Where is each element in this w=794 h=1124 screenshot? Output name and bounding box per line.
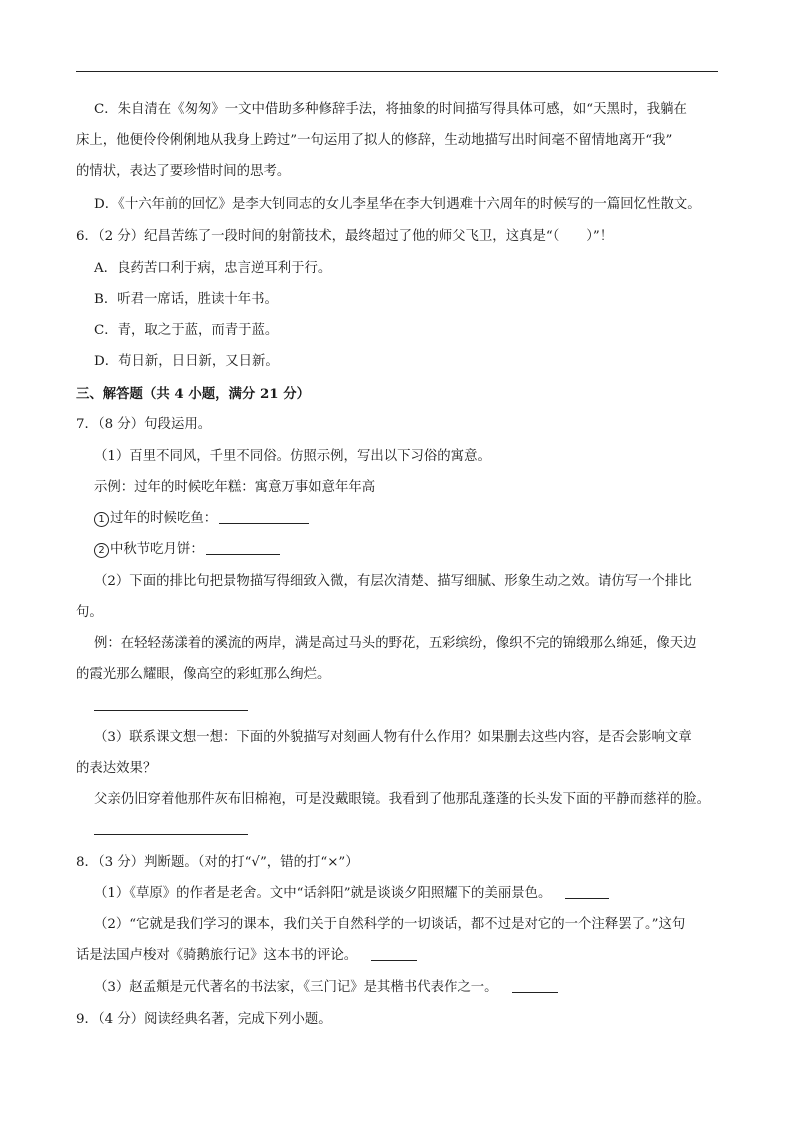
q7-part-3-line-2: 的表达效果？ xyxy=(76,761,157,776)
q7-item-1 xyxy=(94,510,309,528)
q8-statement-2-line-1: （2）“它就是我们学习的课本，我们关于自然科学的一切谈话，都不过是对它的一个注释罢了。”这句 xyxy=(94,917,686,932)
q6-option-a: A．良药苦口利于病，忠言逆耳利于行。 xyxy=(94,261,332,276)
question-6: 6．（2 分）纪昌苦练了一段时间的射箭技术，最终超过了他的师父飞卫，这真是“（ ）”！ xyxy=(76,229,614,244)
answer-blank[interactable] xyxy=(371,947,417,961)
question-7: 7．（8 分）句段运用。 xyxy=(76,417,212,432)
q8-statement-2-text: 话是法国卢梭对《骑鹅旅行记》这本书的评论。 xyxy=(76,948,358,963)
q8-statement-1-text: （1）《草原》的作者是老舍。文中“话斜阳”就是谈谈夕阳照耀下的美丽景色。 xyxy=(94,886,552,901)
q7-part-2-example-1: 例：在轻轻荡漾着的溪流的两岸，满是高过马头的野花，五彩缤纷，像织不完的锦缎那么绵延，像天边 xyxy=(94,636,697,651)
q8-statement-2-line-2 xyxy=(76,947,417,965)
question-8: 8．（3 分）判断题。（对的打“√”，错的打“×”） xyxy=(76,855,359,870)
answer-blank[interactable] xyxy=(219,510,309,524)
circled-number-1: 1 xyxy=(94,512,109,527)
q7-part-1: （1）百里不同风，千里不同俗。仿照示例，写出以下习俗的寓意。 xyxy=(94,449,491,464)
circled-number-2: 2 xyxy=(94,543,109,558)
option-c-line-2: 床上，他便伶伶俐俐地从我身上跨过”一句运用了拟人的修辞，生动地描写出时间毫不留情地离开“我” xyxy=(76,133,673,148)
section-heading: 三、解答题（共 4 小题，满分 21 分） xyxy=(76,386,311,402)
q7-item-2-label: 中秋节吃月饼： xyxy=(110,542,204,557)
option-d-line: D．《十六年前的回忆》是李大钊同志的女儿李星华在李大钊遇难十六周年的时候写的一篇回忆性散文。 xyxy=(94,197,701,212)
q7-example: 示例：过年的时候吃年糕：寓意万事如意年年高 xyxy=(94,480,376,495)
q7-part-2-example-2: 的霞光那么耀眼，像高空的彩虹那么绚烂。 xyxy=(76,667,331,682)
q8-statement-3-text: （3）赵孟頫是元代著名的书法家，《三门记》是其楷书代表作之一。 xyxy=(94,980,498,995)
answer-line[interactable] xyxy=(94,710,248,711)
q7-part-3-line-1: （3）联系课文想一想：下面的外貌描写对刻画人物有什么作用？如果删去这些内容，是否会影响文章 xyxy=(94,730,692,745)
option-c-line-1: C．朱自清在《匆匆》一文中借助多种修辞手法，将抽象的时间描写得具体可感，如“天黑时，我躺在 xyxy=(94,102,687,117)
answer-blank[interactable] xyxy=(206,541,280,555)
q7-item-1-label: 过年的时候吃鱼： xyxy=(110,511,218,526)
header-rule xyxy=(76,71,718,72)
q7-item-2 xyxy=(94,541,280,559)
q8-statement-1 xyxy=(94,885,609,903)
answer-blank[interactable] xyxy=(512,979,558,993)
option-c-line-3: 的情状，表达了要珍惜时间的思考。 xyxy=(76,164,291,179)
answer-blank[interactable] xyxy=(565,885,609,899)
question-9: 9．（4 分）阅读经典名著，完成下列小题。 xyxy=(76,1012,332,1027)
q7-part-2-line-1: （2）下面的排比句把景物描写得细致入微，有层次清楚、描写细腻、形象生动之效。请仿写一个排比 xyxy=(94,574,692,589)
q8-statement-3 xyxy=(94,979,558,997)
q6-option-d: D．苟日新，日日新，又日新。 xyxy=(94,354,279,369)
q6-option-b: B．听君一席话，胜读十年书。 xyxy=(94,292,278,307)
q6-option-c: C．青，取之于蓝，而青于蓝。 xyxy=(94,323,279,338)
q7-part-3-quote: 父亲仍旧穿着他那件灰布旧棉袍，可是没戴眼镜。我看到了他那乱蓬蓬的长头发下面的平静而慈祥的脸。 xyxy=(94,792,710,807)
answer-line[interactable] xyxy=(94,834,248,835)
q7-part-2-line-2: 句。 xyxy=(76,605,103,620)
